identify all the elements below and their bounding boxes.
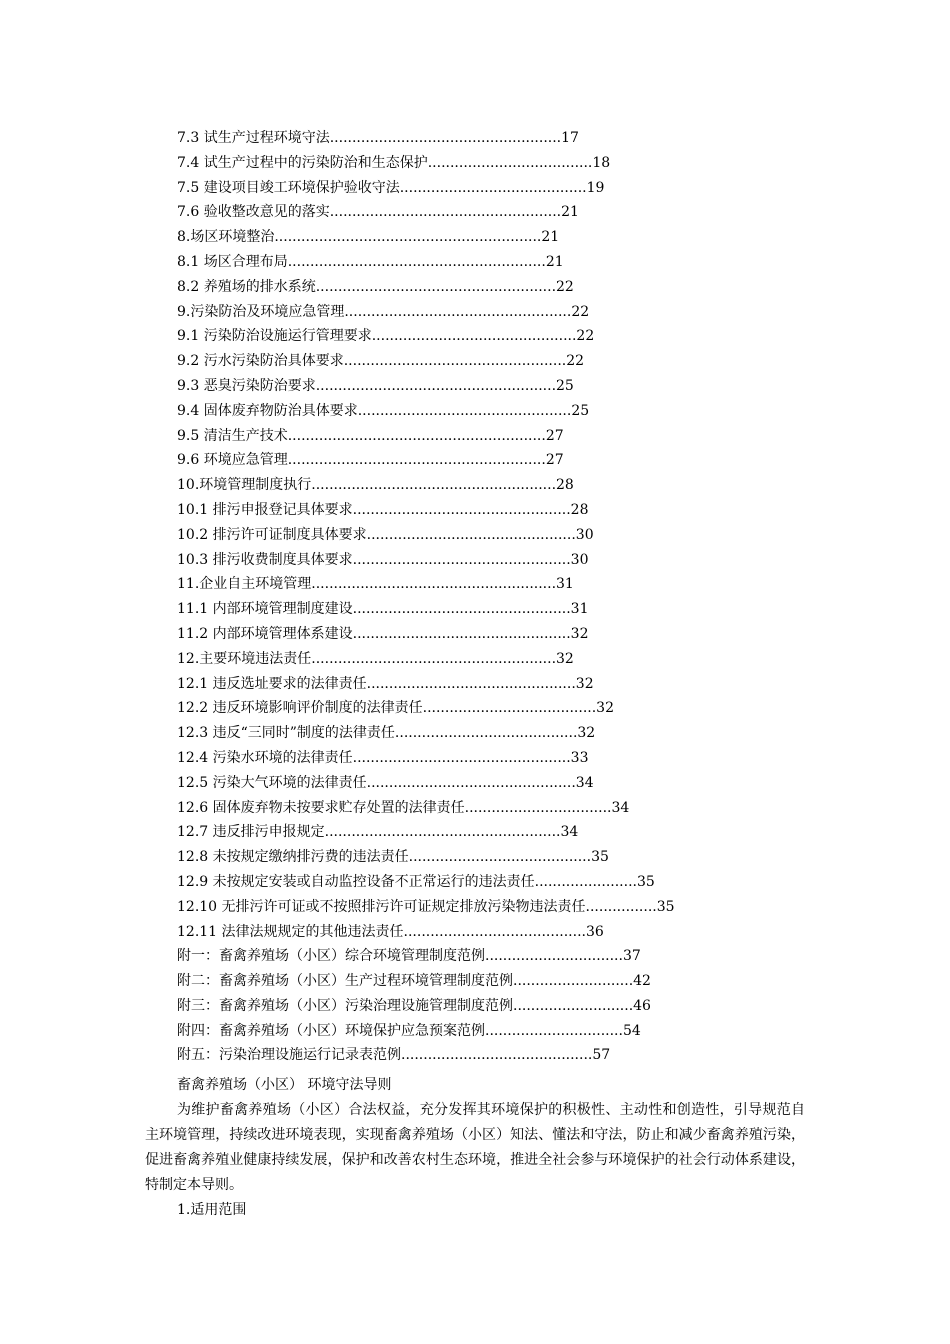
toc-entry[interactable]: 12.6 固体废弃物未按要求贮存处置的法律责任.................................34 <box>177 799 630 816</box>
toc-entry[interactable]: 7.5 建设项目竣工环境保护验收守法..........................................19 <box>177 179 605 196</box>
toc-entry[interactable]: 11.2 内部环境管理体系建设.................................................32 <box>177 625 589 642</box>
table-of-contents <box>177 126 797 1068</box>
toc-entry[interactable]: 12.主要环境违法责任.......................................................32 <box>177 650 574 667</box>
toc-entry[interactable]: 8.1 场区合理布局..........................................................21 <box>177 253 564 270</box>
toc-entry[interactable]: 10.3 排污收费制度具体要求.................................................30 <box>177 551 589 568</box>
toc-entry[interactable]: 9.6 环境应急管理..........................................................27 <box>177 452 564 469</box>
toc-entry[interactable]: 8.场区环境整治............................................................21 <box>177 229 560 246</box>
toc-entry[interactable]: 10.1 排污申报登记具体要求.................................................28 <box>177 501 589 518</box>
toc-entry[interactable]: 9.2 污水污染防治具体要求..................................................22 <box>177 353 585 370</box>
toc-entry[interactable]: 12.8 未按规定缴纳排污费的违法责任.........................................35 <box>177 849 609 866</box>
toc-entry[interactable]: 附五：污染治理设施运行记录表范例...........................................57 <box>177 1047 611 1064</box>
toc-entry[interactable]: 9.污染防治及环境应急管理...................................................22 <box>177 303 590 320</box>
document-title: 畜禽养殖场（小区） 环境守法导则 <box>177 1077 392 1093</box>
intro-paragraph: 为维护畜禽养殖场（小区）合法权益，充分发挥其环境保护的积极性、主动性和创造性，引导规范自主环境管理，持续改进环境表现，实现畜禽养殖场（小区）知法、懂法和守法，防止和减少畜禽养殖污染，促进畜禽养殖业健康持续发展，保护和改善农村生态环境，推进全社会参与环境保护的社会行动体系建设，特制定本导则。 <box>145 1101 805 1193</box>
toc-entry[interactable]: 10.2 排污许可证制度具体要求...............................................30 <box>177 526 594 543</box>
toc-entry[interactable]: 附四：畜禽养殖场（小区）环境保护应急预案范例...............................54 <box>177 1022 641 1039</box>
toc-entry[interactable]: 12.2 违反环境影响评价制度的法律责任.......................................32 <box>177 700 614 717</box>
toc-entry[interactable]: 7.3 试生产过程环境守法....................................................17 <box>177 130 579 146</box>
toc-entry[interactable]: 9.4 固体废弃物防治具体要求................................................25 <box>177 402 590 419</box>
toc-entry[interactable]: 12.3 违反“三同时”制度的法律责任.........................................32 <box>177 725 596 742</box>
toc-entry[interactable]: 12.4 污染水环境的法律责任.................................................33 <box>177 749 589 766</box>
toc-entry[interactable]: 10.环境管理制度执行.......................................................28 <box>177 477 574 494</box>
section-heading: 1.适用范围 <box>177 1201 247 1218</box>
toc-entry[interactable]: 附二：畜禽养殖场（小区）生产过程环境管理制度范例...........................42 <box>177 973 651 990</box>
toc-entry[interactable]: 附三：畜禽养殖场（小区）污染治理设施管理制度范例...........................46 <box>177 997 651 1014</box>
toc-entry[interactable]: 11.1 内部环境管理制度建设.................................................31 <box>177 601 589 618</box>
toc-entry[interactable]: 12.5 污染大气环境的法律责任...............................................34 <box>177 774 594 791</box>
toc-entry[interactable]: 11.企业自主环境管理.......................................................31 <box>177 576 574 593</box>
toc-entry[interactable]: 7.4 试生产过程中的污染防治和生态保护.....................................18 <box>177 154 611 171</box>
toc-entry[interactable]: 12.7 违反排污申报规定.....................................................34 <box>177 824 579 841</box>
toc-entry[interactable]: 12.10 无排污许可证或不按照排污许可证规定排放污染物违法责任................35 <box>177 898 675 915</box>
toc-entry[interactable]: 附一：畜禽养殖场（小区）综合环境管理制度范例...............................37 <box>177 948 641 965</box>
body-content <box>145 1073 805 1223</box>
toc-entry[interactable]: 9.3 恶臭污染防治要求......................................................25 <box>177 377 574 394</box>
toc-entry[interactable]: 8.2 养殖场的排水系统......................................................22 <box>177 278 574 295</box>
toc-entry[interactable]: 7.6 验收整改意见的落实....................................................21 <box>177 204 579 221</box>
toc-entry[interactable]: 12.9 未按规定安装或自动监控设备不正常运行的违法责任.......................35 <box>177 873 655 890</box>
toc-entry[interactable]: 9.1 污染防治设施运行管理要求..............................................22 <box>177 328 595 345</box>
toc-entry[interactable]: 9.5 清洁生产技术..........................................................27 <box>177 427 564 444</box>
toc-entry[interactable]: 12.1 违反选址要求的法律责任...............................................32 <box>177 675 594 692</box>
toc-entry[interactable]: 12.11 法律法规规定的其他违法责任.........................................36 <box>177 923 604 940</box>
